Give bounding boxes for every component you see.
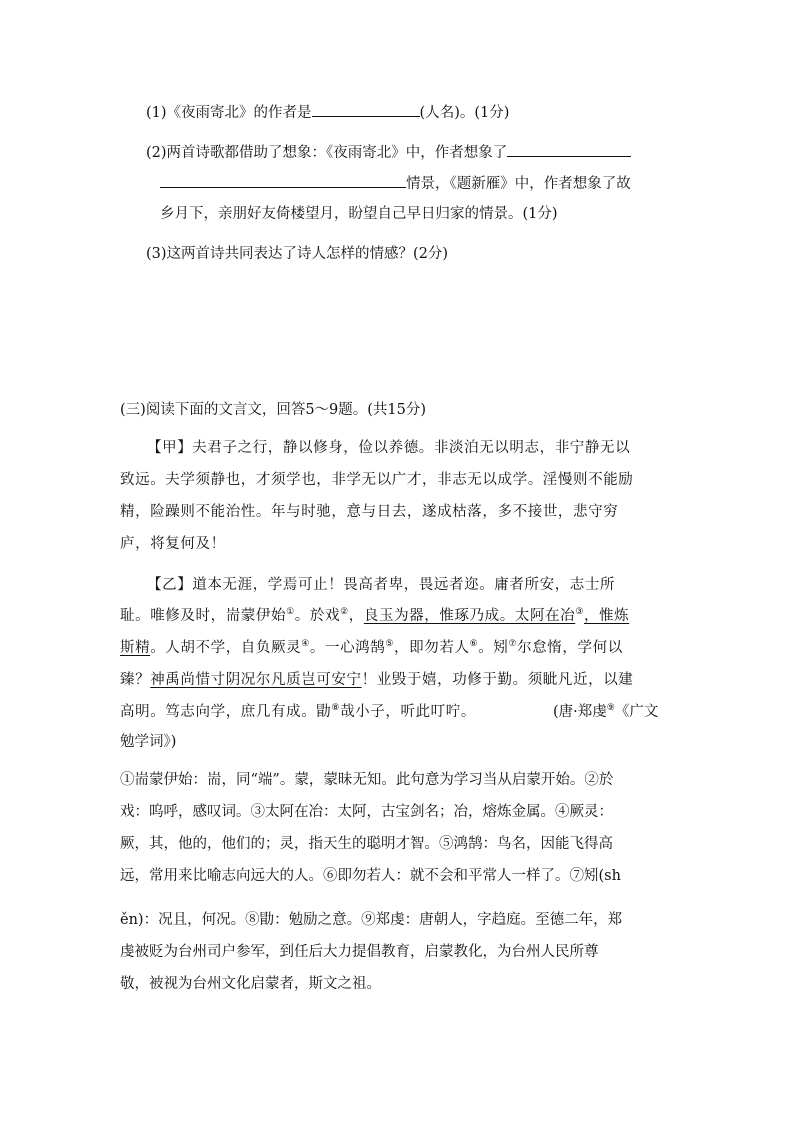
passage-yi-text-1: 【乙】道本无涯，学焉可止！畏高者卑，畏远者迩。庸者所安，志士所 — [147, 577, 616, 593]
passage-jia-text-1: 【甲】夫君子之行，静以修身，俭以养德。非淡泊无以明志，非宁静无以 — [147, 440, 631, 456]
passage-yi-text-4b: ！业毁于嬉，功修于勤。须眦凡近，以建 — [361, 672, 634, 688]
answer-blank-1[interactable] — [312, 102, 420, 117]
passage-source — [553, 702, 658, 722]
notes-text-6: 虔被贬为台州司户参军，到任后大力提倡教育，启蒙教化，为台州人民所尊 — [120, 944, 599, 960]
question-2-line-2 — [160, 173, 631, 194]
footnote-marker-2[interactable]: ② — [340, 607, 349, 618]
passage-yi-text-3d: 。矧 — [478, 640, 509, 656]
passage-yi-text-5a: 高明。笃志向学，庶几有成。勖 — [120, 704, 332, 720]
source-title-part-1: 《广文 — [614, 704, 659, 720]
footnote-marker-9[interactable]: ⑨ — [606, 703, 615, 714]
notes-line-3 — [120, 834, 613, 854]
notes-line-5 — [120, 910, 622, 930]
question-2-line-3 — [160, 204, 558, 224]
source-title-part-2: 勉学词》) — [120, 734, 177, 750]
passage-source-line-2 — [120, 732, 176, 752]
question-2-line-1 — [146, 142, 631, 163]
question-1 — [146, 102, 509, 123]
underlined-phrase-3: 斯精 — [120, 640, 151, 656]
notes-line-4 — [120, 866, 621, 886]
question-1-suffix: (人名)。(1分) — [419, 105, 510, 121]
question-2-text-2: 情景，《题新雁》中，作者想象了故 — [406, 176, 631, 192]
notes-line-7 — [120, 974, 381, 994]
passage-yi-text-2b: 。於戏 — [294, 608, 341, 624]
passage-yi-text-2c: ， — [348, 608, 364, 624]
passage-yi-line-5 — [120, 702, 476, 722]
underlined-phrase-4: 神禹尚惜寸阴况尔凡质岂可安宁 — [150, 672, 362, 688]
notes-text-4: 远，常用来比喻志向远大的人。⑥即勿若人：就不会和平常人一样了。⑦矧(sh — [120, 868, 621, 884]
passage-yi-text-2a: 耻。唯修及时，耑蒙伊始 — [120, 608, 287, 624]
footnote-marker-5[interactable]: ⑤ — [385, 639, 395, 650]
notes-text-7: 敬，被视为台州文化启蒙者，斯文之祖。 — [120, 976, 381, 992]
passage-yi-line-3 — [120, 638, 623, 658]
passage-yi-text-3a: 。人胡不学，自负厥灵 — [150, 640, 302, 656]
passage-yi-text-3e: 尔怠惰，学何以 — [517, 640, 623, 656]
notes-text-3: 厥，其，他的，他们的；灵，指天生的聪明才智。⑤鸿鹄：鸟名，因能飞得高 — [120, 836, 613, 852]
passage-yi-text-5b: 哉小子，听此叮咛。 — [340, 704, 476, 720]
footnote-marker-7[interactable]: ⑦ — [508, 639, 518, 650]
underlined-phrase-1: 良玉为器，惟琢乃成。太阿在冶 — [363, 608, 576, 624]
answer-blank-2b[interactable] — [160, 173, 406, 188]
passage-yi-line-4 — [120, 670, 633, 690]
question-3-text: (3)这两首诗共同表达了诗人怎样的情感？(2分) — [146, 246, 449, 262]
passage-jia-line-4 — [120, 534, 226, 554]
question-3 — [146, 244, 448, 264]
question-1-prefix: (1)《夜雨寄北》的作者是 — [146, 105, 312, 121]
footnote-marker-1[interactable]: ① — [286, 607, 295, 618]
passage-jia-text-2: 致远。夫学须静也，才须学也，非学无以广才，非志无以成学。淫慢则不能励 — [120, 472, 634, 488]
question-2-text-1: (2)两首诗歌都借助了想象：《夜雨寄北》中，作者想象了 — [146, 145, 508, 161]
notes-text-5: ěn)：况且，何况。⑧勖：勉励之意。⑨郑虔：唐朝人，字趋庭。至德二年，郑 — [120, 912, 623, 928]
passage-jia-text-4: 庐，将复何及！ — [120, 536, 226, 552]
footnote-marker-4[interactable]: ④ — [301, 639, 310, 650]
source-author: (唐·郑虔 — [553, 704, 607, 720]
section-3-heading-text: (三)阅读下面的文言文，回答5～9题。(共15分) — [120, 402, 427, 418]
notes-text-2: 戏：呜呼，感叹词。③太阿在冶：太阿，古宝剑名；冶，熔炼金属。④厥灵： — [120, 804, 613, 820]
question-2-text-3: 乡月下，亲朋好友倚楼望月，盼望自己早日归家的情景。(1分) — [160, 206, 558, 222]
notes-text-1: ①耑蒙伊始：耑，同“端”。蒙，蒙昧无知。此句意为学习当从启蒙开始。②於 — [120, 772, 614, 788]
section-3-heading — [120, 400, 426, 420]
passage-jia-line-1 — [147, 438, 630, 458]
passage-yi-line-1 — [147, 575, 615, 595]
passage-yi-text-3c: ，即勿若人 — [394, 640, 470, 656]
notes-line-2 — [120, 802, 613, 822]
passage-jia-text-3: 精，险躁则不能治性。年与时驰，意与日去，遂成枯落，多不接世，悲守穷 — [120, 504, 619, 520]
passage-jia-line-3 — [120, 502, 618, 522]
notes-line-6 — [120, 942, 599, 962]
underlined-phrase-2: ，惟炼 — [583, 608, 630, 624]
footnote-marker-8[interactable]: ⑧ — [331, 703, 341, 714]
footnote-marker-6[interactable]: ⑥ — [469, 639, 479, 650]
passage-yi-line-2 — [120, 606, 629, 626]
passage-yi-text-4a: 臻？ — [120, 672, 151, 688]
passage-jia-line-2 — [120, 470, 633, 490]
answer-blank-2a[interactable] — [507, 142, 631, 157]
notes-line-1 — [120, 770, 613, 790]
footnote-marker-3[interactable]: ③ — [575, 607, 584, 618]
passage-yi-text-3b: 。一心鸿鹄 — [309, 640, 386, 656]
